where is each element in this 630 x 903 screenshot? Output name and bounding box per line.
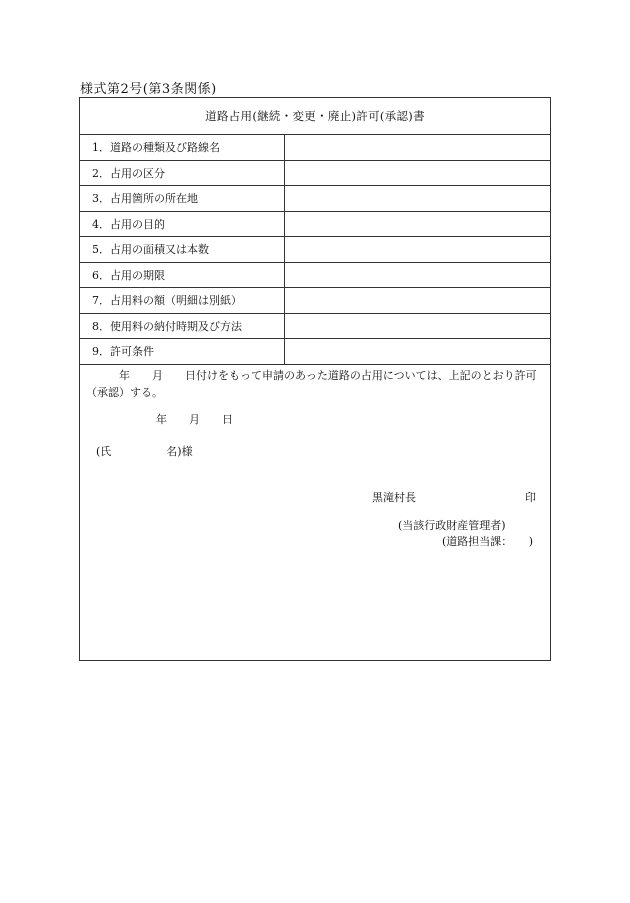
issue-date: 年 月 日 (156, 412, 233, 426)
field-label: 2．占用の区分 (80, 161, 285, 186)
field-row-term (80, 263, 550, 289)
field-label: 5．占用の面積又は本数 (80, 237, 285, 262)
field-value (285, 212, 550, 237)
field-value (285, 186, 550, 211)
issuer-title: 黒滝村長 (372, 490, 416, 504)
field-label: 3．占用箇所の所在地 (80, 186, 285, 211)
field-value (285, 314, 550, 339)
field-value (285, 263, 550, 288)
field-value (285, 339, 550, 364)
field-row-location (80, 186, 550, 212)
seal-mark: 印 (525, 490, 536, 504)
field-label: 8．使用料の納付時期及び方法 (80, 314, 285, 339)
field-label: 4．占用の目的 (80, 212, 285, 237)
field-label: 1．道路の種類及び路線名 (80, 135, 285, 160)
field-row-fee (80, 288, 550, 314)
permit-form (79, 97, 551, 661)
form-number-label: 様式第2号(第3条関係) (80, 82, 217, 97)
admin-note: (当該行政財産管理者) (398, 518, 506, 532)
form-title-text: 道路占用(継続・変更・廃止)許可(承認)書 (205, 109, 425, 123)
field-row-road-type (80, 135, 550, 161)
field-label: 9．許可条件 (80, 339, 285, 364)
department-note: (道路担当課： ) (442, 534, 534, 548)
field-value (285, 237, 550, 262)
field-row-conditions (80, 339, 550, 365)
field-row-occupancy-class (80, 161, 550, 187)
field-label: 7．占用料の額（明細は別紙） (80, 288, 285, 313)
field-value (285, 288, 550, 313)
field-row-purpose (80, 212, 550, 238)
permit-statement: 年 月 日付けをもって申請のあった道路の占用については、上記のとおり許可（承認）する。 (86, 368, 537, 399)
field-value (285, 161, 550, 186)
field-value (285, 135, 550, 160)
form-fields (80, 135, 550, 365)
form-title (80, 98, 550, 135)
field-row-area (80, 237, 550, 263)
field-row-payment (80, 314, 550, 340)
recipient-name: (氏 名)様 (96, 444, 193, 458)
field-label: 6．占用の期限 (80, 263, 285, 288)
